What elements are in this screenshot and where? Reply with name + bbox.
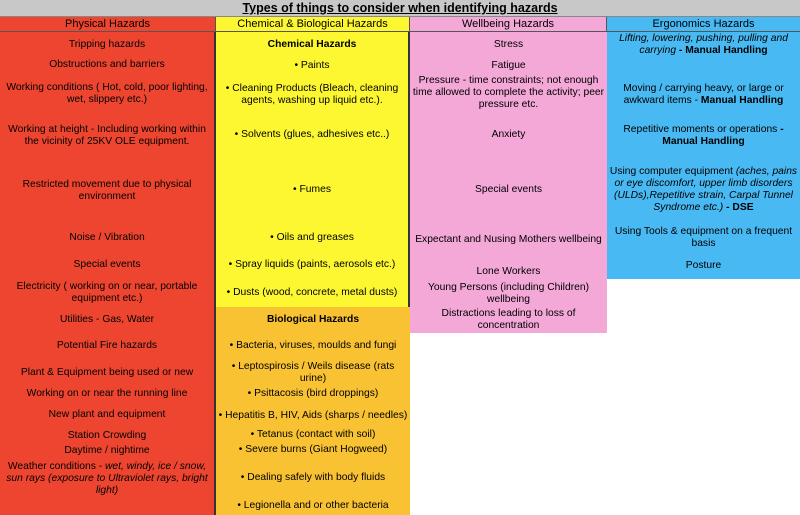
biological-hazards-section [216,307,410,515]
chemical-hazards-section [216,32,410,307]
list-item: • Bacteria, viruses, moulds and fungi [229,340,397,351]
list-item: Young Persons (including Children) wellbeing [427,282,590,305]
list-item: • Oils and greases [270,232,354,243]
list-item: Weather conditions - wet, windy, ice / snow, sun rays (exposure to Ultraviolet rays, bright light) [6,461,208,496]
list-item: Special events [73,259,141,270]
list-item: Working conditions ( Hot, cold, poor lighting, wet, slippery etc.) [6,82,208,105]
list-item: Station Crowding [67,430,147,441]
list-item: • Psittacosis (bird droppings) [247,388,379,399]
list-item: • Spray liquids (paints, aerosols etc.) [228,259,396,270]
list-item: • Dealing safely with body fluids [240,472,386,483]
list-item: • Leptospirosis / Weils disease (rats urine) [231,361,395,384]
list-item: Stress [493,39,524,50]
section-heading: Biological Hazards [266,314,360,325]
page-title: Types of things to consider when identifying hazards [0,0,800,17]
list-item: • Tetanus (contact with soil) [250,429,376,440]
list-item: Fatigue [491,60,526,71]
list-item: Working at height - Including working within the vicinity of 25KV OLE equipment. [8,124,206,147]
header-ergonomics: Ergonomics Hazards [607,17,800,32]
list-item: Noise / Vibration [69,232,145,243]
physical-hazards-column [0,32,216,515]
list-item: Working on or near the running line [26,388,188,399]
list-item: Lone Workers [476,266,541,277]
list-item: • Cleaning Products (Bleach, cleaning agents, washing up liquid etc.). [225,83,399,106]
list-item: • Severe burns (Giant Hogweed) [216,443,410,457]
list-item: • Dusts (wood, concrete, metal dusts) [226,287,398,298]
list-item: Repetitive moments or operations - Manual Handling [623,124,784,147]
list-item: Obstructions and barriers [49,59,165,70]
list-item: Lifting, lowering, pushing, pulling and carrying - Manual Handling [619,33,788,56]
list-item: Restricted movement due to physical environment [22,179,192,202]
ergonomics-hazards-column [607,32,800,279]
list-item: • Paints [294,60,330,71]
list-item: Pressure - time constraints; not enough time allowed to complete the activity; peer pressure etc. [412,75,605,110]
list-item: Expectant and Nusing Mothers wellbeing [415,234,602,245]
list-item: Electricity ( working on or near, portable equipment etc.) [16,281,198,304]
list-item: Anxiety [491,129,526,140]
section-heading: Chemical Hazards [267,39,357,50]
list-item: Tripping hazards [68,39,146,50]
list-item: Daytime / nightime [64,445,150,456]
list-item: Potential Fire hazards [56,340,158,351]
list-item: Using Tools & equipment on a frequent basis [614,226,793,249]
list-item: • Hepatitis B, HIV, Aids (sharps / needles) [218,410,408,421]
list-item: Plant & Equipment being used or new [20,367,194,378]
list-item: Distractions leading to loss of concentration [441,308,576,331]
list-item: • Fumes [293,184,331,195]
list-item: Utilities - Gas, Water [59,314,155,325]
list-item: • Legionella and or other bacteria [237,500,389,511]
header-physical: Physical Hazards [0,17,216,32]
list-item: Posture [685,260,722,271]
header-chemical-biological: Chemical & Biological Hazards [216,17,410,32]
list-item: • Solvents (glues, adhesives etc..) [234,129,390,140]
list-item: Moving / carrying heavy, or large or awkward items - Manual Handling [623,83,784,106]
wellbeing-hazards-column [410,32,607,333]
list-item: Special events [475,184,542,195]
list-item: Using computer equipment (aches, pains or eye discomfort, upper limb disorders (ULDs),Repetitive strain, Carpal Tunnel Syndrome etc.) - DSE [609,166,798,213]
header-wellbeing: Wellbeing Hazards [410,17,607,32]
list-item: New plant and equipment [48,409,166,420]
